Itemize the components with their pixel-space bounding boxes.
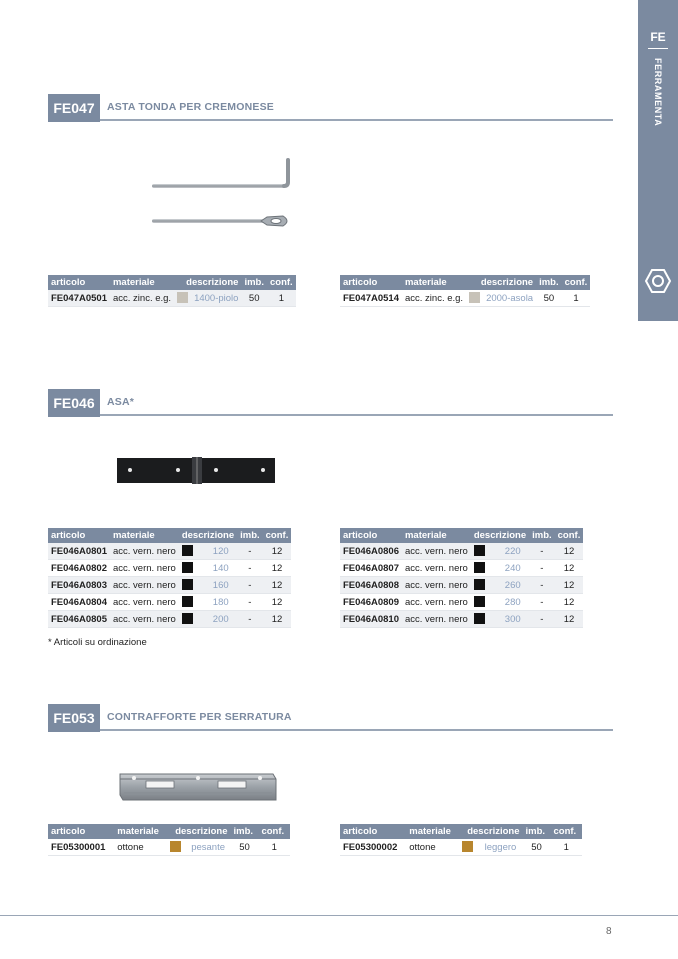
table-row	[48, 560, 291, 577]
table-row	[48, 577, 291, 594]
color-swatch	[474, 562, 485, 573]
color-swatch	[182, 596, 193, 607]
cell-descrizione: 200	[204, 611, 237, 628]
color-swatch	[182, 562, 193, 573]
side-tab	[638, 0, 678, 321]
color-swatch	[177, 292, 188, 303]
cell-articolo: FE046A0804	[48, 594, 110, 611]
cell-swatch	[179, 594, 204, 611]
cell-imb: -	[237, 560, 263, 577]
cell-conf: 12	[263, 560, 292, 577]
table-row	[48, 290, 296, 307]
cell-materiale: ottone	[114, 839, 166, 856]
cell-articolo: FE046A0806	[340, 543, 402, 560]
section-title: ASA*	[107, 396, 135, 408]
col-descrizione: descrizione	[167, 824, 231, 839]
cell-descrizione: 1400-piolo	[191, 290, 241, 307]
cell-imb: -	[529, 543, 555, 560]
cell-descrizione: 180	[204, 594, 237, 611]
col-conf: conf.	[550, 824, 582, 839]
cell-materiale: acc. zinc. e.g.	[110, 290, 174, 307]
cell-imb: -	[237, 577, 263, 594]
col-articolo: articolo	[48, 824, 114, 839]
cell-imb: 50	[241, 290, 267, 307]
cell-materiale: acc. vern. nero	[402, 594, 471, 611]
table-row	[48, 611, 291, 628]
cell-imb: 50	[536, 290, 562, 307]
table-fe053-right	[340, 824, 582, 856]
cell-conf: 1	[550, 839, 582, 856]
color-swatch	[170, 841, 181, 852]
cell-conf: 12	[555, 611, 584, 628]
col-articolo: articolo	[48, 528, 110, 543]
cell-imb: -	[237, 594, 263, 611]
cell-imb: -	[529, 577, 555, 594]
col-conf: conf.	[562, 275, 591, 290]
cell-descrizione: 220	[496, 543, 529, 560]
col-articolo: articolo	[48, 275, 110, 290]
cell-conf: 12	[555, 577, 584, 594]
cell-descrizione: 120	[204, 543, 237, 560]
cell-imb: -	[529, 611, 555, 628]
cell-materiale: acc. zinc. e.g.	[402, 290, 466, 307]
section-title: ASTA TONDA PER CREMONESE	[107, 101, 274, 113]
page-number: 8	[606, 926, 612, 937]
table-row	[340, 839, 582, 856]
table-fe047-right	[340, 275, 590, 307]
hex-nut-icon	[645, 268, 671, 294]
table-row	[48, 839, 290, 856]
col-imb: imb.	[237, 528, 263, 543]
cell-articolo: FE05300001	[48, 839, 114, 856]
cell-conf: 1	[267, 290, 296, 307]
footnote: * Articoli su ordinazione	[48, 637, 147, 648]
col-articolo: articolo	[340, 824, 406, 839]
section-code: FE046	[48, 389, 100, 417]
cell-descrizione: 240	[496, 560, 529, 577]
cell-descrizione: 260	[496, 577, 529, 594]
col-imb: imb.	[529, 528, 555, 543]
col-materiale: materiale	[406, 824, 458, 839]
col-descrizione: descrizione	[174, 275, 241, 290]
table-fe046-right	[340, 528, 583, 628]
section-code: FE047	[48, 94, 100, 122]
cell-descrizione: pesante	[186, 839, 231, 856]
col-materiale: materiale	[114, 824, 166, 839]
cell-swatch	[459, 839, 479, 856]
color-swatch	[474, 596, 485, 607]
cremonese-rod-image	[145, 150, 305, 235]
cell-articolo: FE047A0514	[340, 290, 402, 307]
cell-descrizione: leggero	[478, 839, 522, 856]
cell-conf: 12	[555, 543, 584, 560]
cell-conf: 12	[263, 594, 292, 611]
cell-articolo: FE046A0809	[340, 594, 402, 611]
cell-conf: 1	[258, 839, 290, 856]
cell-materiale: acc. vern. nero	[402, 543, 471, 560]
table-fe053-left	[48, 824, 290, 856]
section-header-fe046	[48, 389, 613, 417]
cell-swatch	[466, 290, 483, 307]
cell-swatch	[471, 594, 496, 611]
cell-materiale: acc. vern. nero	[402, 577, 471, 594]
col-imb: imb.	[241, 275, 267, 290]
cell-articolo: FE046A0805	[48, 611, 110, 628]
cell-descrizione: 140	[204, 560, 237, 577]
color-swatch	[462, 841, 473, 852]
rows-fe053-right	[340, 839, 582, 856]
cell-materiale: acc. vern. nero	[110, 543, 179, 560]
cell-conf: 12	[263, 577, 292, 594]
cell-swatch	[167, 839, 186, 856]
section-code: FE053	[48, 704, 100, 732]
cell-swatch	[179, 611, 204, 628]
cell-conf: 12	[263, 611, 292, 628]
cell-articolo: FE05300002	[340, 839, 406, 856]
section-title: CONTRAFFORTE PER SERRATURA	[107, 711, 292, 723]
color-swatch	[182, 545, 193, 556]
table-row	[340, 611, 583, 628]
cell-imb: 50	[523, 839, 551, 856]
table-row	[340, 594, 583, 611]
cell-imb: -	[237, 611, 263, 628]
cell-swatch	[471, 611, 496, 628]
col-conf: conf.	[555, 528, 584, 543]
cell-swatch	[471, 577, 496, 594]
table-row	[48, 594, 291, 611]
rows-fe053-left	[48, 839, 290, 856]
cell-descrizione: 2000-asola	[483, 290, 536, 307]
cell-materiale: acc. vern. nero	[110, 594, 179, 611]
col-materiale: materiale	[402, 275, 466, 290]
col-materiale: materiale	[110, 528, 179, 543]
col-conf: conf.	[263, 528, 292, 543]
cell-imb: -	[529, 560, 555, 577]
section-rule	[100, 119, 613, 121]
cell-materiale: acc. vern. nero	[110, 577, 179, 594]
cell-materiale: acc. vern. nero	[402, 560, 471, 577]
cell-swatch	[471, 543, 496, 560]
cell-swatch	[179, 577, 204, 594]
cell-conf: 12	[555, 560, 584, 577]
table-row	[340, 543, 583, 560]
table-row	[340, 290, 590, 307]
cell-articolo: FE046A0802	[48, 560, 110, 577]
cell-descrizione: 160	[204, 577, 237, 594]
table-row	[48, 543, 291, 560]
cell-descrizione: 300	[496, 611, 529, 628]
col-articolo: articolo	[340, 528, 402, 543]
cell-conf: 1	[562, 290, 591, 307]
rows-fe046-left	[48, 543, 291, 628]
col-materiale: materiale	[402, 528, 471, 543]
col-articolo: articolo	[340, 275, 402, 290]
section-header-fe047	[48, 94, 613, 122]
cell-materiale: acc. vern. nero	[110, 611, 179, 628]
col-descrizione: descrizione	[466, 275, 536, 290]
footer-rule	[0, 915, 678, 916]
cell-articolo: FE046A0803	[48, 577, 110, 594]
table-row	[340, 560, 583, 577]
cell-articolo: FE046A0801	[48, 543, 110, 560]
cell-articolo: FE046A0808	[340, 577, 402, 594]
col-descrizione: descrizione	[459, 824, 523, 839]
color-swatch	[474, 545, 485, 556]
color-swatch	[469, 292, 480, 303]
side-tab-divider	[648, 48, 668, 49]
col-imb: imb.	[230, 824, 258, 839]
cell-conf: 12	[263, 543, 292, 560]
col-conf: conf.	[258, 824, 290, 839]
cell-materiale: acc. vern. nero	[402, 611, 471, 628]
cell-articolo: FE046A0810	[340, 611, 402, 628]
section-rule	[100, 729, 613, 731]
cell-descrizione: 280	[496, 594, 529, 611]
hinge-image	[116, 455, 278, 487]
cell-swatch	[471, 560, 496, 577]
col-imb: imb.	[536, 275, 562, 290]
section-rule	[100, 414, 613, 416]
side-tab-code: FE	[650, 30, 666, 44]
color-swatch	[474, 579, 485, 590]
rows-fe046-right	[340, 543, 583, 628]
cell-swatch	[179, 560, 204, 577]
cell-materiale: ottone	[406, 839, 458, 856]
col-descrizione: descrizione	[179, 528, 237, 543]
color-swatch	[474, 613, 485, 624]
color-swatch	[182, 579, 193, 590]
table-fe046-left	[48, 528, 291, 628]
cell-imb: -	[529, 594, 555, 611]
cell-conf: 12	[555, 594, 584, 611]
color-swatch	[182, 613, 193, 624]
cell-imb: 50	[230, 839, 258, 856]
col-imb: imb.	[523, 824, 551, 839]
table-fe047-left	[48, 275, 296, 307]
section-header-fe053	[48, 704, 613, 732]
col-conf: conf.	[267, 275, 296, 290]
cell-articolo: FE047A0501	[48, 290, 110, 307]
cell-imb: -	[237, 543, 263, 560]
cell-materiale: acc. vern. nero	[110, 560, 179, 577]
col-materiale: materiale	[110, 275, 174, 290]
cell-swatch	[174, 290, 191, 307]
col-descrizione: descrizione	[471, 528, 529, 543]
cell-articolo: FE046A0807	[340, 560, 402, 577]
strike-plate-image	[118, 770, 278, 804]
cell-swatch	[179, 543, 204, 560]
side-tab-label: FERRAMENTA	[653, 58, 663, 127]
table-row	[340, 577, 583, 594]
